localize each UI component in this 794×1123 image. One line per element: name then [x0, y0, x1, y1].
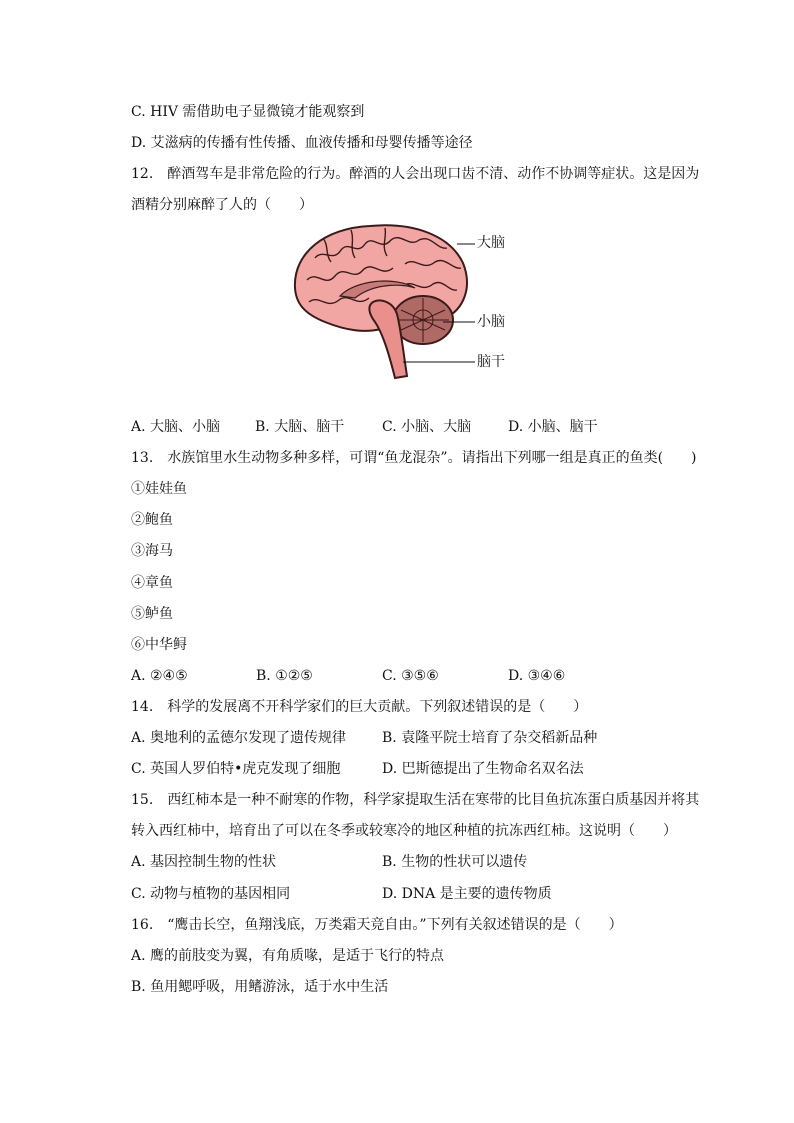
- q12-option-d: D. 小脑、脑干: [508, 419, 598, 435]
- q16-stem: 16. “鹰击长空，鱼翔浅底，万类霜天竞自由。”下列有关叙述错误的是（ ）: [131, 917, 623, 933]
- q13-option-d: D. ③④⑥: [508, 668, 566, 684]
- brain-figure: [285, 218, 525, 388]
- q14-stem: 14. 科学的发展离不开科学家们的巨大贡献。下列叙述错误的是（ ）: [131, 699, 588, 715]
- q12-option-b: B. 大脑、脑干: [255, 419, 345, 435]
- q12-option-c: C. 小脑、大脑: [382, 419, 472, 435]
- q11-option-c: C. HIV 需借助电子显微镜才能观察到: [131, 104, 365, 120]
- q14-option-c: C. 英国人罗伯特•虎克发现了细胞: [131, 761, 341, 777]
- q12-stem-line-2: 酒精分别麻醉了人的（ ）: [131, 197, 313, 213]
- q12-stem-line-1: 12. 醉酒驾车是非常危险的行为。醉酒的人会出现口齿不清、动作不协调等症状。这是因为: [131, 166, 700, 182]
- q16-option-b: B. 鱼用鳃呼吸，用鳍游泳，适于水中生活: [131, 979, 389, 995]
- q15-option-d: D. DNA 是主要的遗传物质: [382, 886, 552, 902]
- q13-stem: 13. 水族馆里水生动物多种多样，可谓“鱼龙混杂”。请指出下列哪一组是真正的鱼类( ): [131, 450, 697, 466]
- q11-option-d: D. 艾滋病的传播有性传播、血液传播和母婴传播等途径: [131, 135, 473, 151]
- q13-option-a: A. ②④⑤: [131, 668, 188, 684]
- q13-item-1: ①娃娃鱼: [131, 481, 187, 497]
- q16-option-a: A. 鹰的前肢变为翼，有角质喙，是适于飞行的特点: [131, 948, 445, 964]
- label-brainstem: 脑干: [477, 354, 505, 370]
- q13-item-6: ⑥中华鲟: [131, 637, 187, 653]
- q15-option-c: C. 动物与植物的基因相同: [131, 886, 291, 902]
- q15-option-b: B. 生物的性状可以遗传: [382, 854, 528, 870]
- q15-stem-line-1: 15. 西红柿本是一种不耐寒的作物，科学家提取生活在寒带的比目鱼抗冻蛋白质基因并将其: [131, 792, 700, 808]
- q13-item-4: ④章鱼: [131, 575, 173, 591]
- q13-item-3: ③海马: [131, 543, 173, 559]
- q13-option-c: C. ③⑤⑥: [382, 668, 439, 684]
- q15-stem-line-2: 转入西红柿中，培育出了可以在冬季或较寒冷的地区种植的抗冻西红柿。这说明（ ）: [131, 823, 677, 839]
- label-cerebrum: 大脑: [477, 235, 505, 251]
- q14-option-d: D. 巴斯德提出了生物命名双名法: [382, 761, 584, 777]
- q12-option-a: A. 大脑、小脑: [131, 419, 221, 435]
- q14-option-b: B. 袁隆平院士培育了杂交稻新品种: [382, 730, 598, 746]
- label-cerebellum: 小脑: [477, 314, 505, 330]
- q14-option-a: A. 奥地利的孟德尔发现了遗传规律: [131, 730, 347, 746]
- q13-item-2: ②鲍鱼: [131, 512, 173, 528]
- q13-item-5: ⑤鲈鱼: [131, 606, 173, 622]
- q15-option-a: A. 基因控制生物的性状: [131, 854, 277, 870]
- q13-option-b: B. ①②⑤: [256, 668, 313, 684]
